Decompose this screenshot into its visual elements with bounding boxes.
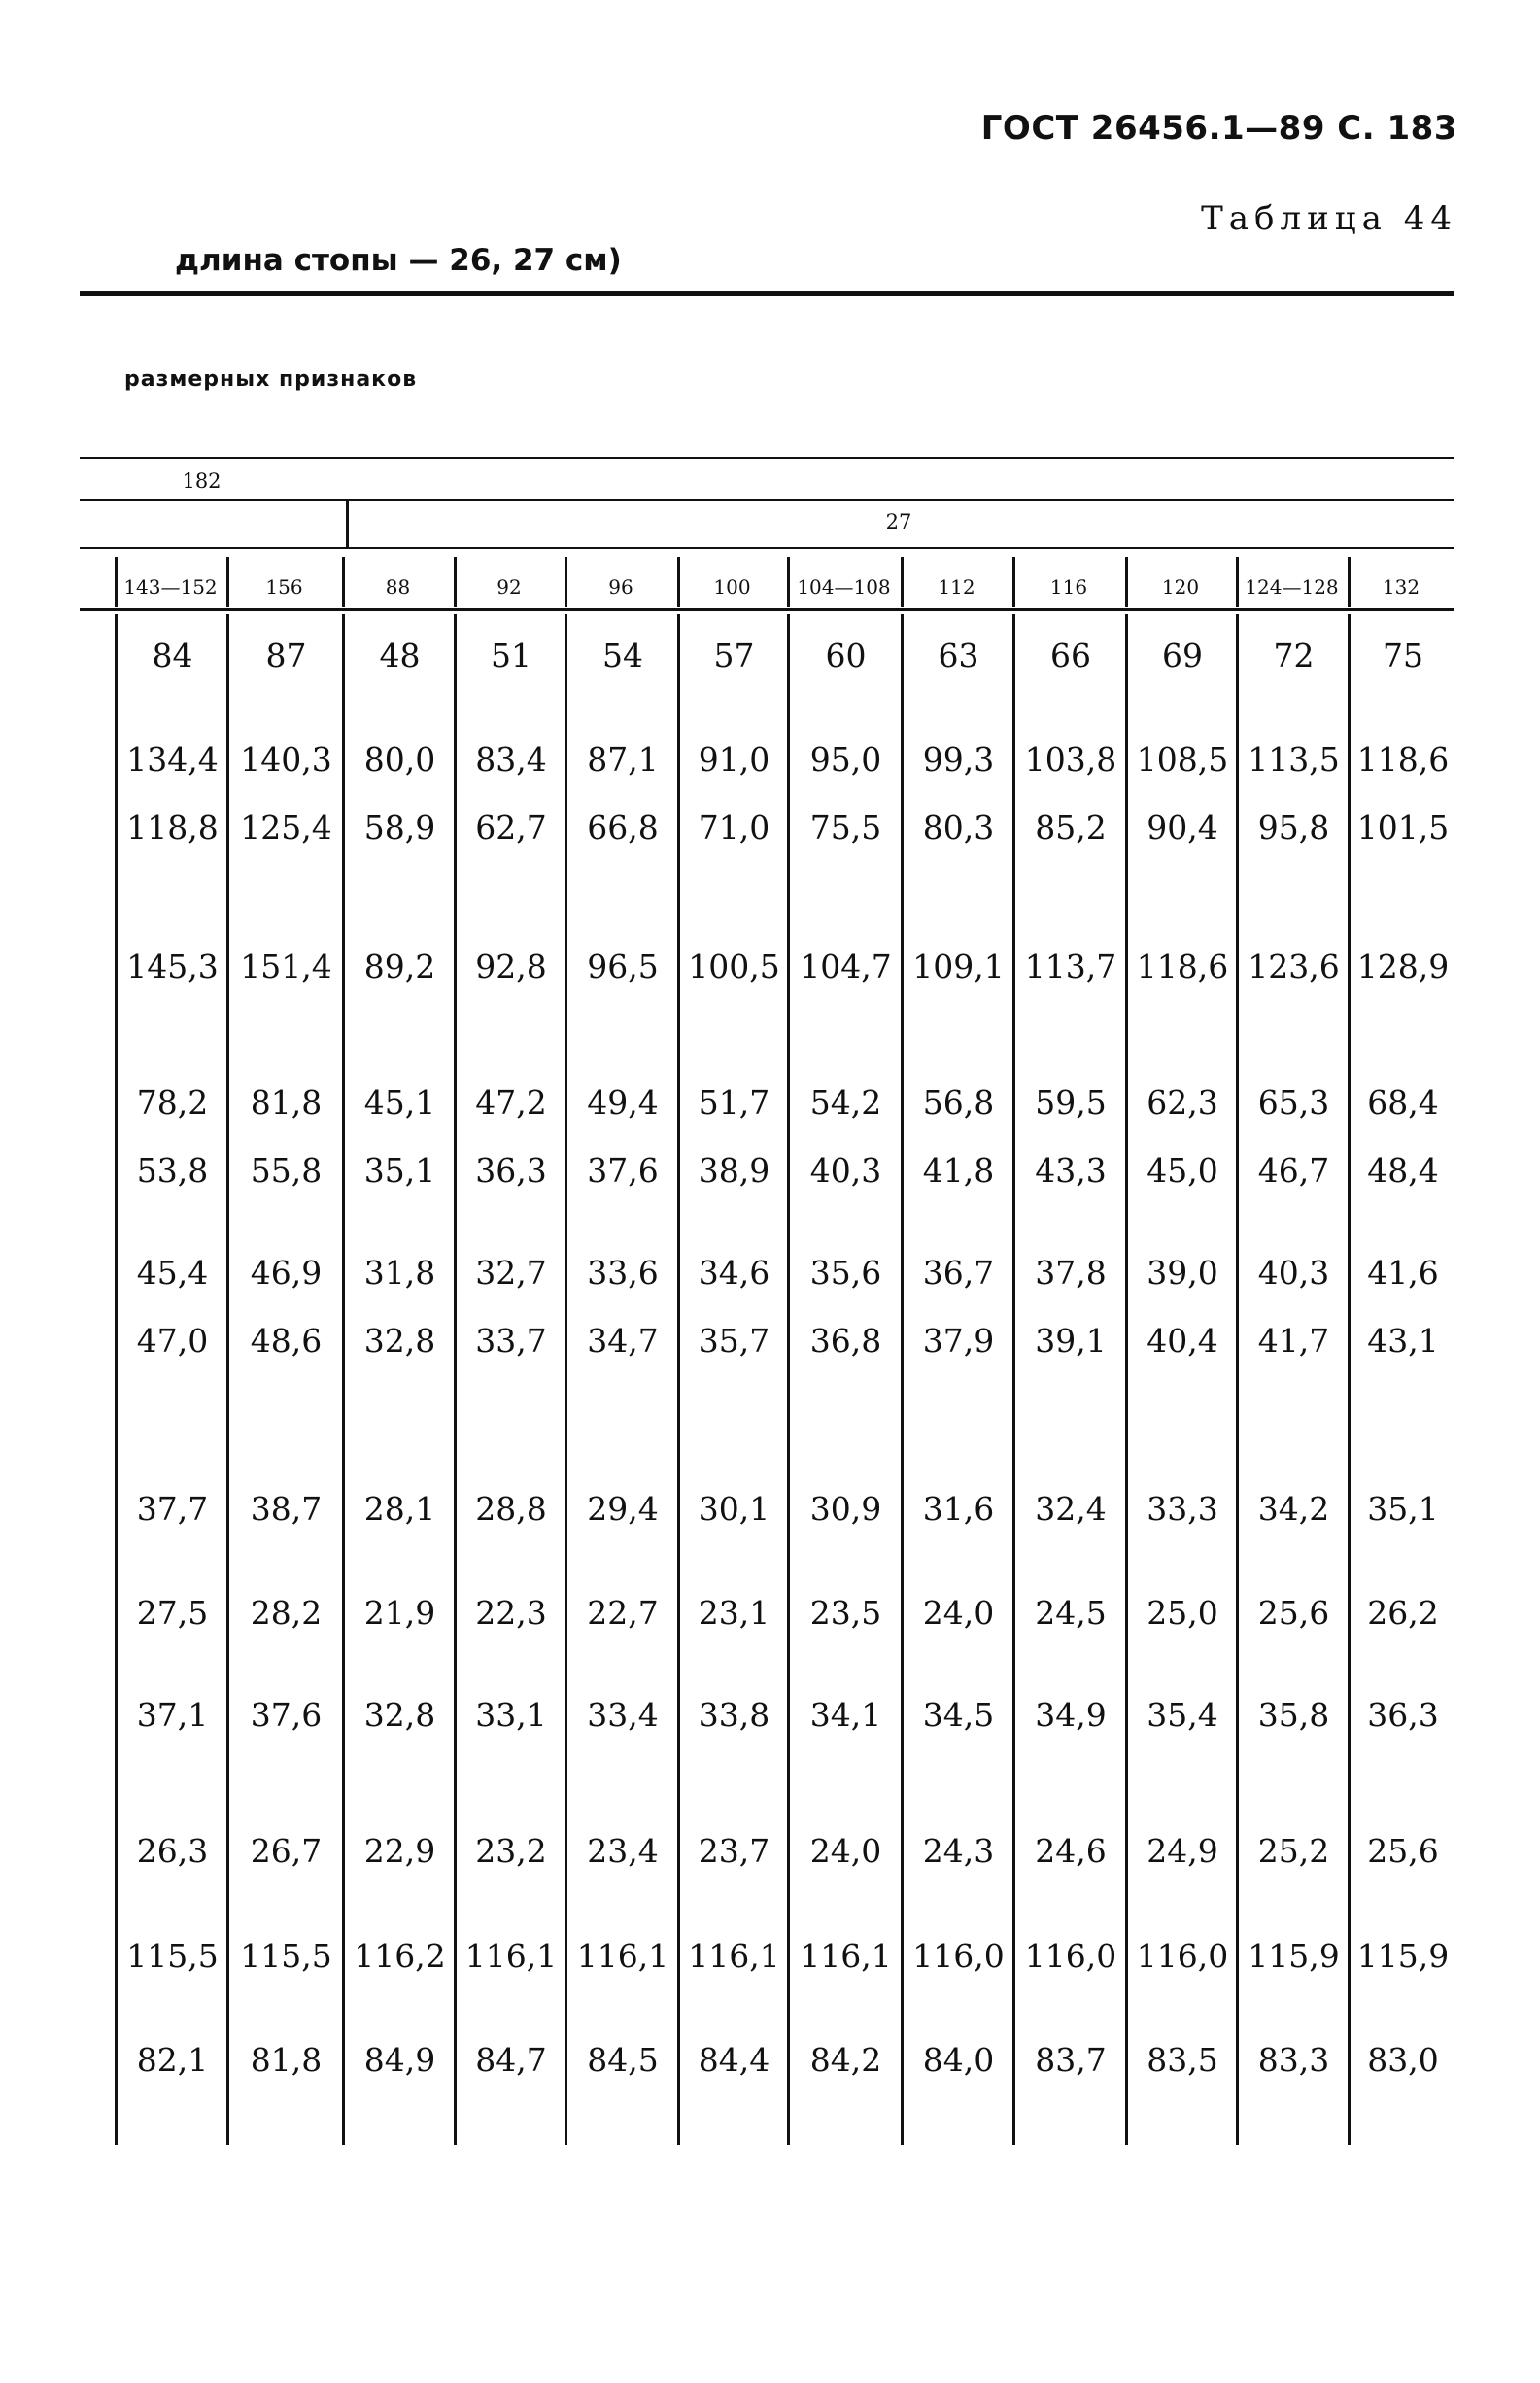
table-cell: 34,2	[1257, 1490, 1330, 1528]
table-cell: 95,0	[809, 741, 882, 778]
table-cell: 28,1	[363, 1490, 436, 1528]
table-cell: 43,3	[1035, 1152, 1107, 1190]
table-cell: 84,9	[363, 2041, 436, 2079]
table-cell: 81,8	[250, 1084, 323, 1122]
table-cell: 128,9	[1356, 948, 1450, 985]
table-cell: 62,7	[475, 809, 547, 846]
table-cell: 25,2	[1257, 1832, 1330, 1870]
header-divider	[677, 557, 680, 607]
table-cell: 38,9	[698, 1152, 770, 1190]
table-cell: 116,0	[1136, 1937, 1229, 1975]
table-cell: 60	[825, 637, 867, 674]
column-divider	[787, 614, 790, 2145]
table-cell: 115,9	[1356, 1937, 1450, 1975]
table-cell: 84,0	[922, 2041, 995, 2079]
header-divider	[565, 557, 567, 607]
table-cell: 91,0	[698, 741, 770, 778]
table-cell: 87,1	[587, 741, 659, 778]
column-header: 143—152	[123, 575, 218, 599]
column-header: 88	[385, 575, 411, 599]
table-cell: 65,3	[1257, 1084, 1330, 1122]
table-cell: 54	[602, 637, 643, 674]
column-header: 156	[265, 575, 303, 599]
table-cell: 80,0	[363, 741, 436, 778]
table-cell: 26,3	[136, 1832, 209, 1870]
table-cell: 28,8	[475, 1490, 547, 1528]
table-cell: 37,6	[587, 1152, 659, 1190]
height-rule	[80, 499, 1454, 501]
table-cell: 58,9	[363, 809, 436, 846]
table-cell: 92,8	[475, 948, 547, 985]
table-cell: 118,8	[126, 809, 219, 846]
table-cell: 30,1	[698, 1490, 770, 1528]
table-cell: 37,1	[136, 1696, 209, 1734]
table-number: Таблица 44	[1201, 199, 1457, 238]
table-cell: 56,8	[922, 1084, 995, 1122]
column-divider	[1012, 614, 1015, 2145]
table-cell: 48,6	[250, 1322, 323, 1360]
table-cell: 24,0	[922, 1594, 995, 1632]
column-header: 112	[938, 575, 975, 599]
table-cell: 116,0	[1024, 1937, 1117, 1975]
table-cell: 41,7	[1257, 1322, 1330, 1360]
table-cell: 45,1	[363, 1084, 436, 1122]
table-cell: 81,8	[250, 2041, 323, 2079]
table-cell: 36,3	[1367, 1696, 1439, 1734]
table-title: длина стопы — 26, 27 см)	[175, 243, 622, 278]
table-cell: 28,2	[250, 1594, 323, 1632]
table-cell: 45,4	[136, 1254, 209, 1292]
column-header: 132	[1382, 575, 1420, 599]
table-cell: 116,1	[800, 1937, 892, 1975]
table-cell: 72	[1273, 637, 1315, 674]
table-cell: 66,8	[587, 809, 659, 846]
table-cell: 41,8	[922, 1152, 995, 1190]
table-cell: 49,4	[587, 1084, 659, 1122]
table-cell: 37,7	[136, 1490, 209, 1528]
table-cell: 26,2	[1367, 1594, 1439, 1632]
table-cell: 23,7	[698, 1832, 770, 1870]
table-cell: 71,0	[698, 809, 770, 846]
table-cell: 24,5	[1035, 1594, 1107, 1632]
table-cell: 84,2	[809, 2041, 882, 2079]
running-header: ГОСТ 26456.1—89 С. 183	[980, 109, 1457, 148]
table-cell: 145,3	[126, 948, 219, 985]
table-cell: 37,6	[250, 1696, 323, 1734]
header-divider	[1125, 557, 1128, 607]
table-cell: 25,6	[1367, 1832, 1439, 1870]
table-cell: 27,5	[136, 1594, 209, 1632]
column-divider	[565, 614, 567, 2145]
table-cell: 47,0	[136, 1322, 209, 1360]
table-cell: 63	[938, 637, 979, 674]
table-cell: 53,8	[136, 1152, 209, 1190]
table-cell: 24,3	[922, 1832, 995, 1870]
table-cell: 23,4	[587, 1832, 659, 1870]
foot-rule	[80, 547, 1454, 549]
table-cell: 116,0	[912, 1937, 1005, 1975]
header-divider	[901, 557, 904, 607]
table-cell: 26,7	[250, 1832, 323, 1870]
table-cell: 66	[1050, 637, 1091, 674]
table-cell: 101,5	[1356, 809, 1450, 846]
table-cell: 140,3	[240, 741, 332, 778]
table-cell: 30,9	[809, 1490, 882, 1528]
column-divider	[1236, 614, 1239, 2145]
table-cell: 89,2	[363, 948, 436, 985]
column-divider	[901, 614, 904, 2145]
title-rule	[80, 291, 1454, 296]
header-divider	[115, 557, 118, 607]
table-cell: 32,7	[475, 1254, 547, 1292]
table-cell: 40,4	[1146, 1322, 1218, 1360]
header-divider	[1236, 557, 1239, 607]
table-cell: 35,6	[809, 1254, 882, 1292]
table-cell: 22,7	[587, 1594, 659, 1632]
header-divider	[1012, 557, 1015, 607]
column-header: 104—108	[797, 575, 891, 599]
column-divider	[1125, 614, 1128, 2145]
table-cell: 29,4	[587, 1490, 659, 1528]
table-cell: 25,6	[1257, 1594, 1330, 1632]
table-cell: 115,5	[126, 1937, 219, 1975]
table-cell: 24,6	[1035, 1832, 1107, 1870]
table-cell: 123,6	[1248, 948, 1340, 985]
columns-rule	[80, 608, 1454, 611]
table-cell: 104,7	[800, 948, 892, 985]
table-cell: 22,3	[475, 1594, 547, 1632]
table-cell: 37,8	[1035, 1254, 1107, 1292]
table-cell: 118,6	[1136, 948, 1229, 985]
table-cell: 45,0	[1146, 1152, 1218, 1190]
table-cell: 47,2	[475, 1084, 547, 1122]
table-cell: 115,9	[1248, 1937, 1340, 1975]
table-cell: 83,0	[1367, 2041, 1439, 2079]
table-cell: 83,3	[1257, 2041, 1330, 2079]
table-cell: 103,8	[1024, 741, 1117, 778]
table-cell: 33,8	[698, 1696, 770, 1734]
column-divider	[342, 614, 345, 2145]
foot-length-label: 27	[885, 510, 912, 534]
table-cell: 48	[379, 637, 421, 674]
column-header: 120	[1161, 575, 1200, 599]
table-cell: 108,5	[1136, 741, 1229, 778]
table-cell: 34,6	[698, 1254, 770, 1292]
table-cell: 39,1	[1035, 1322, 1107, 1360]
header-divider	[342, 557, 345, 607]
table-cell: 116,1	[688, 1937, 780, 1975]
table-cell: 33,3	[1146, 1490, 1218, 1528]
header-divider	[226, 557, 229, 607]
table-cell: 35,7	[698, 1322, 770, 1360]
table-cell: 25,0	[1146, 1594, 1218, 1632]
table-cell: 33,6	[587, 1254, 659, 1292]
table-cell: 75,5	[809, 809, 882, 846]
table-cell: 116,1	[576, 1937, 669, 1975]
height-label: 182	[182, 469, 222, 493]
table-cell: 80,3	[922, 809, 995, 846]
table-cell: 118,6	[1356, 741, 1450, 778]
table-cell: 115,5	[240, 1937, 332, 1975]
table-cell: 23,1	[698, 1594, 770, 1632]
table-cell: 36,7	[922, 1254, 995, 1292]
table-cell: 32,4	[1035, 1490, 1107, 1528]
table-cell: 31,8	[363, 1254, 436, 1292]
column-divider	[115, 614, 118, 2145]
table-cell: 48,4	[1367, 1152, 1439, 1190]
column-divider	[454, 614, 457, 2145]
table-cell: 24,9	[1146, 1832, 1218, 1870]
table-cell: 51	[491, 637, 531, 674]
table-cell: 34,7	[587, 1322, 659, 1360]
table-cell: 82,1	[136, 2041, 209, 2079]
column-divider	[226, 614, 229, 2145]
table-cell: 84,4	[698, 2041, 770, 2079]
table-cell: 62,3	[1146, 1084, 1218, 1122]
table-cell: 84,5	[587, 2041, 659, 2079]
table-cell: 100,5	[688, 948, 780, 985]
header-divider	[454, 557, 457, 607]
table-cell: 21,9	[363, 1594, 436, 1632]
column-header: 100	[713, 575, 751, 599]
table-cell: 90,4	[1146, 809, 1218, 846]
table-cell: 34,9	[1035, 1696, 1107, 1734]
section-label: размерных признаков	[124, 367, 418, 392]
table-cell: 35,8	[1257, 1696, 1330, 1734]
table-cell: 68,4	[1367, 1084, 1439, 1122]
column-header: 92	[496, 575, 522, 599]
table-cell: 83,5	[1146, 2041, 1218, 2079]
foot-divider	[346, 501, 349, 547]
column-header: 96	[608, 575, 633, 599]
table-cell: 23,2	[475, 1832, 547, 1870]
table-cell: 83,4	[475, 741, 547, 778]
column-header: 116	[1049, 575, 1088, 599]
table-cell: 36,3	[475, 1152, 547, 1190]
header-divider	[1348, 557, 1351, 607]
table-cell: 95,8	[1257, 809, 1330, 846]
table-cell: 35,1	[1367, 1490, 1439, 1528]
table-cell: 84	[152, 637, 193, 674]
table-cell: 134,4	[126, 741, 219, 778]
column-header: 124—128	[1245, 575, 1339, 599]
table-cell: 59,5	[1035, 1084, 1107, 1122]
table-cell: 36,8	[809, 1322, 882, 1360]
table-cell: 85,2	[1035, 809, 1107, 846]
table-cell: 33,7	[475, 1322, 547, 1360]
table-cell: 57	[713, 637, 755, 674]
table-cell: 31,6	[922, 1490, 995, 1528]
table-cell: 69	[1162, 637, 1203, 674]
table-cell: 33,1	[475, 1696, 547, 1734]
table-cell: 40,3	[809, 1152, 882, 1190]
header-divider	[787, 557, 790, 607]
table-cell: 84,7	[475, 2041, 547, 2079]
table-cell: 109,1	[912, 948, 1005, 985]
table-cell: 51,7	[698, 1084, 770, 1122]
table-cell: 125,4	[240, 809, 332, 846]
table-cell: 38,7	[250, 1490, 323, 1528]
table-cell: 35,1	[363, 1152, 436, 1190]
table-cell: 34,5	[922, 1696, 995, 1734]
table-cell: 113,5	[1248, 741, 1340, 778]
table-cell: 43,1	[1367, 1322, 1439, 1360]
table-cell: 46,9	[250, 1254, 323, 1292]
table-cell: 32,8	[363, 1696, 436, 1734]
table-cell: 99,3	[922, 741, 995, 778]
table-cell: 23,5	[809, 1594, 882, 1632]
table-cell: 39,0	[1146, 1254, 1218, 1292]
table-cell: 96,5	[587, 948, 659, 985]
table-cell: 87	[265, 637, 307, 674]
table-cell: 151,4	[240, 948, 332, 985]
table-cell: 78,2	[136, 1084, 209, 1122]
table-cell: 46,7	[1257, 1152, 1330, 1190]
table-cell: 34,1	[809, 1696, 882, 1734]
table-cell: 35,4	[1146, 1696, 1218, 1734]
table-cell: 55,8	[250, 1152, 323, 1190]
table-cell: 33,4	[587, 1696, 659, 1734]
table-cell: 41,6	[1367, 1254, 1439, 1292]
table-cell: 22,9	[363, 1832, 436, 1870]
table-cell: 32,8	[363, 1322, 436, 1360]
column-divider	[677, 614, 680, 2145]
table-cell: 75	[1383, 637, 1423, 674]
table-cell: 40,3	[1257, 1254, 1330, 1292]
column-divider	[1348, 614, 1351, 2145]
table-cell: 113,7	[1024, 948, 1117, 985]
table-cell: 24,0	[809, 1832, 882, 1870]
table-cell: 116,2	[354, 1937, 446, 1975]
table-top-rule	[80, 457, 1454, 459]
table-cell: 116,1	[464, 1937, 558, 1975]
table-cell: 54,2	[809, 1084, 882, 1122]
table-cell: 83,7	[1035, 2041, 1107, 2079]
table-cell: 37,9	[922, 1322, 995, 1360]
